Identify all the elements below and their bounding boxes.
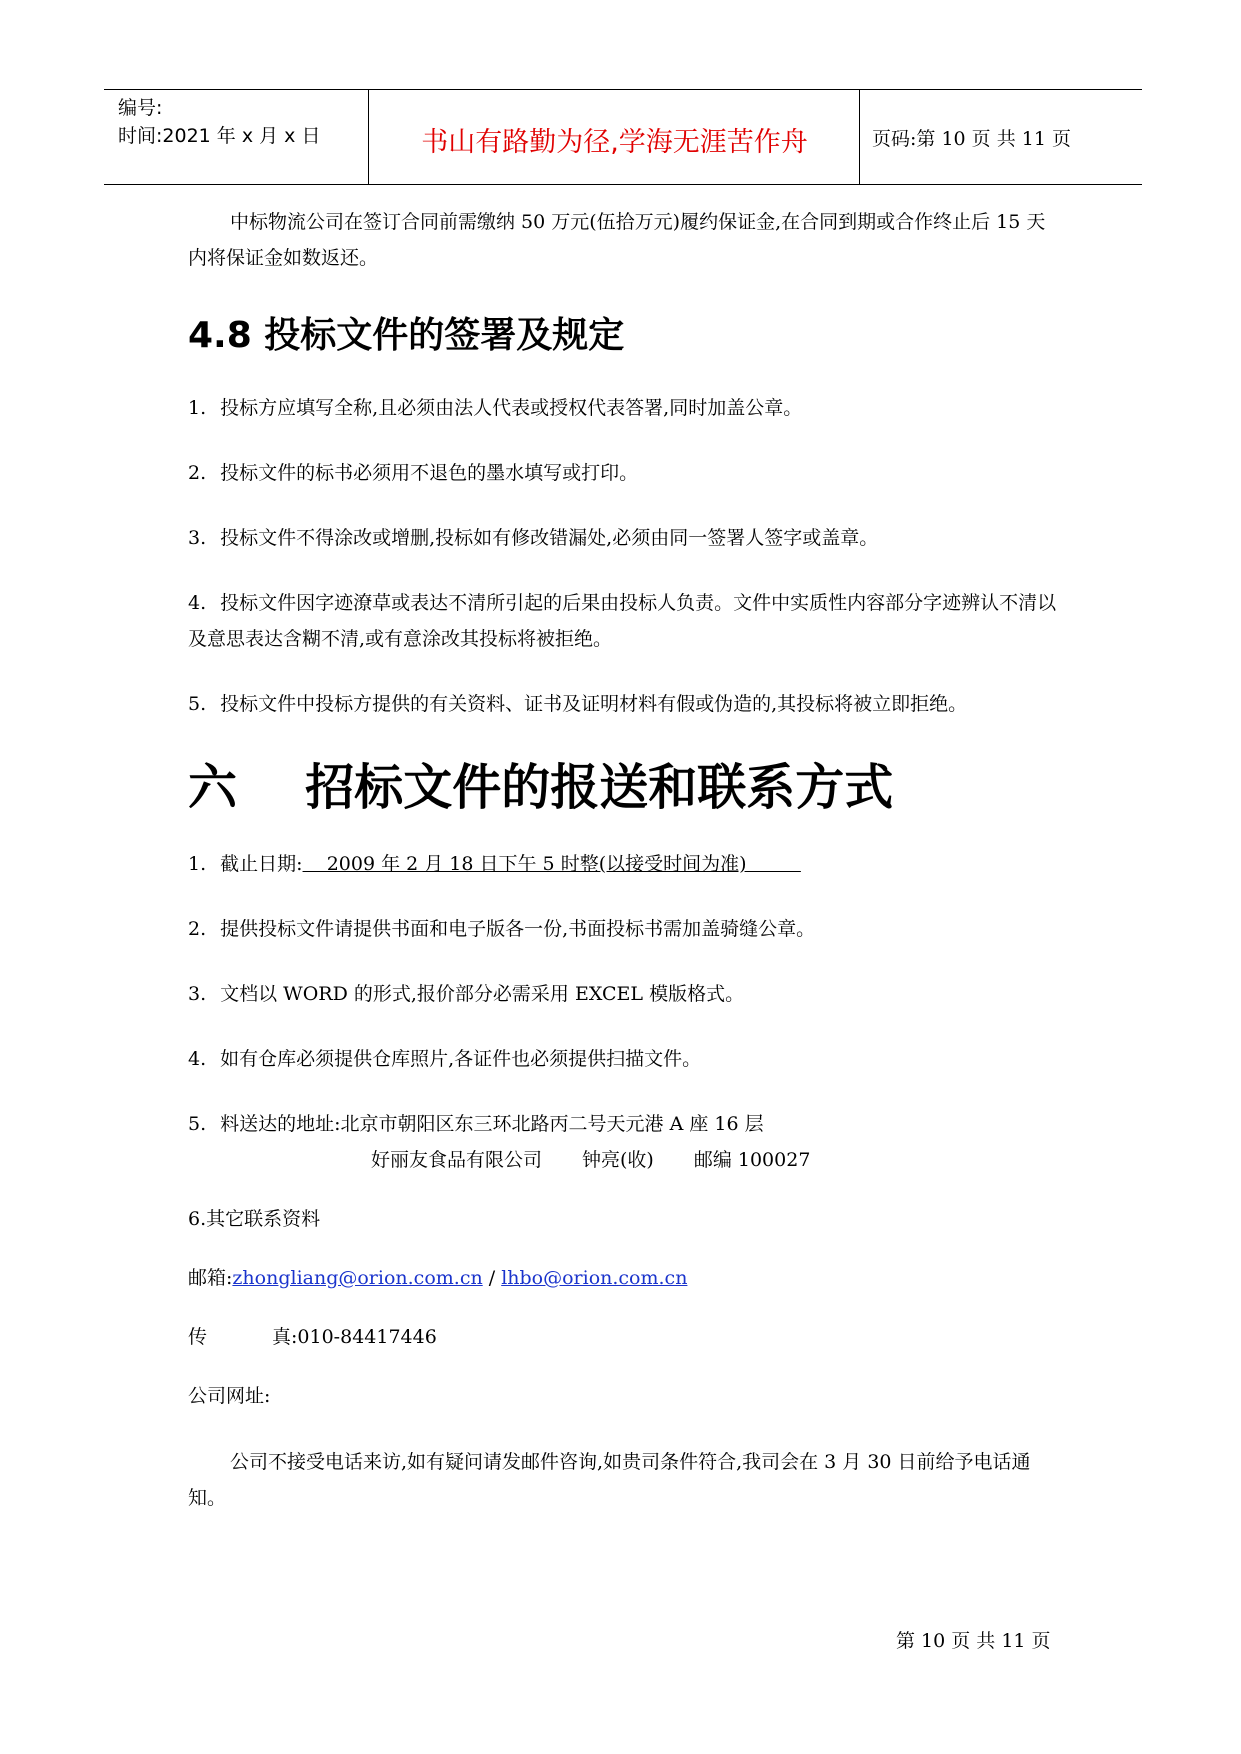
header-number-label: 编号: <box>118 97 163 119</box>
header-divider <box>859 90 860 184</box>
list-item: 3. 文档以 WORD 的形式,报价部分必需采用 EXCEL 模版格式。 <box>188 983 745 1005</box>
fax-value: 010-84417446 <box>297 1326 437 1348</box>
fax-label-b: 真: <box>272 1326 298 1348</box>
deadline-label: 截止日期: <box>220 853 303 875</box>
contact-heading: 6.其它联系资料 <box>188 1208 321 1230</box>
closing-paragraph: 公司不接受电话来访,如有疑问请发邮件咨询,如贵司条件符合,我司会在 3 月 30 日前给予电话通知。 <box>188 1451 1031 1509</box>
fax-label-a: 传 <box>188 1326 208 1348</box>
list-item: 2. 提供投标文件请提供书面和电子版各一份,书面投标书需加盖骑缝公章。 <box>188 918 816 940</box>
intro-paragraph: 中标物流公司在签订合同前需缴纳 50 万元(伍拾万元)履约保证金,在合同到期或合作终止后 15 天内将保证金如数返还。 <box>188 211 1046 269</box>
address-recipient: 钟亮(收) <box>582 1149 654 1171</box>
header-meta <box>118 94 368 150</box>
page-header <box>104 89 1142 185</box>
address-company: 好丽友食品有限公司 <box>371 1149 543 1171</box>
section-heading-4-8: 4.8 投标文件的签署及规定 <box>188 315 625 356</box>
list-item: 4. 如有仓库必须提供仓库照片,各证件也必须提供扫描文件。 <box>188 1048 702 1070</box>
deadline-item: 1. 截止日期: 2009 年 2 月 18 日下午 5 时整(以接受时间为准) <box>188 853 801 875</box>
email-line <box>188 1260 1058 1296</box>
email-link-zhongliang[interactable]: zhongliang@orion.com.cn <box>232 1267 483 1289</box>
header-page-info: 页码:第 10 页 共 11 页 <box>872 128 1071 150</box>
email-link-lhbo[interactable]: lhbo@orion.com.cn <box>501 1267 688 1289</box>
page-footer: 第 10 页 共 11 页 <box>896 1630 1051 1652</box>
list-item: 4. 投标文件因字迹潦草或表达不清所引起的后果由投标人负责。文件中实质性内容部分字迹辨认不清以及意思表达含糊不清,或有意涂改其投标将被拒绝。 <box>188 592 1057 650</box>
header-motto: 书山有路勤为径,学海无涯苦作舟 <box>421 127 808 158</box>
list-item: 5. 投标文件中投标方提供的有关资料、证书及证明材料有假或伪造的,其投标将被立即拒绝。 <box>188 693 968 715</box>
list-item: 2. 投标文件的标书必须用不退色的墨水填写或打印。 <box>188 462 639 484</box>
list-item: 3. 投标文件不得涂改或增删,投标如有修改错漏处,必须由同一签署人签字或盖章。 <box>188 527 879 549</box>
address-label: 料送达的地址: <box>220 1113 341 1135</box>
email-label: 邮箱: <box>188 1267 233 1289</box>
chapter-heading-6: 六 招标文件的报送和联系方式 <box>188 759 894 816</box>
website-line: 公司网址: <box>188 1385 271 1407</box>
address-recipient-line <box>188 1142 1058 1178</box>
header-time-label: 时间:2021 年 x 月 x 日 <box>118 125 321 147</box>
deadline-value: 2009 年 2 月 18 日下午 5 时整(以接受时间为准) <box>302 853 801 875</box>
address-line: 北京市朝阳区东三环北路丙二号天元港 A 座 16 层 <box>340 1113 764 1135</box>
email-separator: / <box>482 1267 502 1289</box>
address-postcode: 邮编 100027 <box>693 1149 811 1171</box>
list-item: 1. 投标方应填写全称,且必须由法人代表或授权代表答署,同时加盖公章。 <box>188 397 803 419</box>
header-divider <box>368 90 369 184</box>
document-body <box>188 204 1058 1516</box>
fax-line <box>188 1319 1058 1355</box>
address-item: 5. 料送达的地址:北京市朝阳区东三环北路丙二号天元港 A 座 16 层 <box>188 1113 764 1135</box>
